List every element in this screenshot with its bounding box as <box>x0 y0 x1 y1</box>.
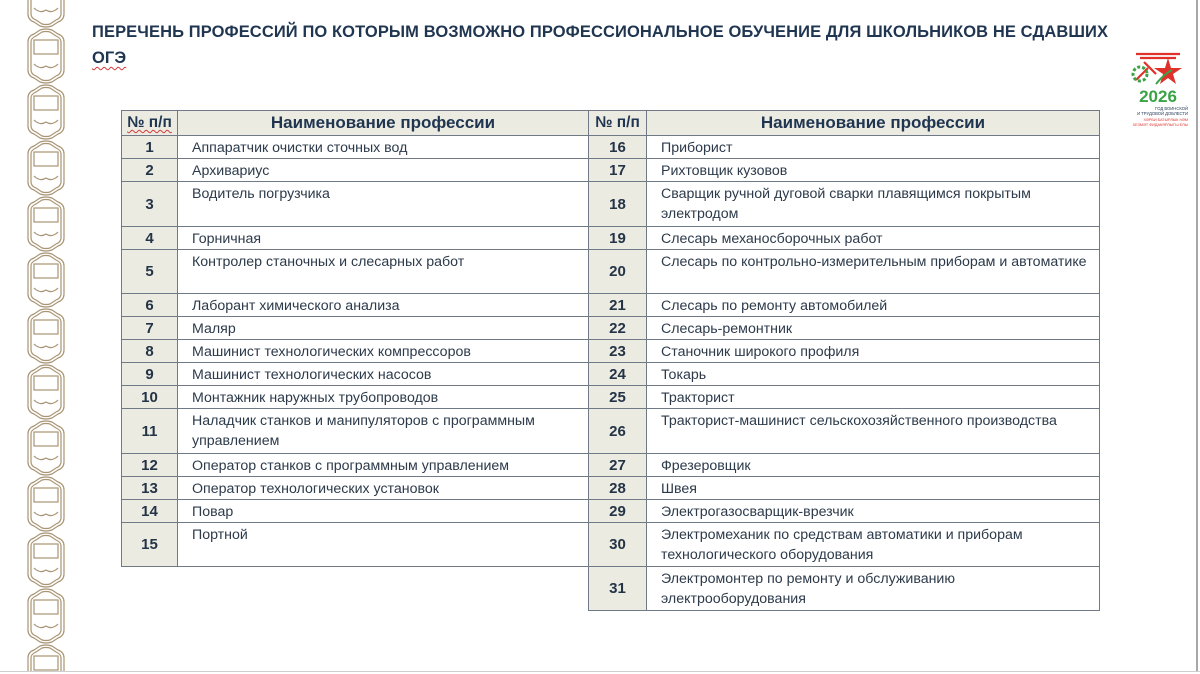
row-number: 5 <box>122 250 178 294</box>
table-row <box>122 294 589 317</box>
profession-name: Слесарь механосборочных работ <box>647 227 1100 250</box>
row-number: 11 <box>122 409 178 454</box>
profession-name: Портной <box>178 523 589 567</box>
table-row <box>122 500 589 523</box>
table-row <box>122 363 589 386</box>
table-row <box>589 363 1100 386</box>
profession-name: Тракторист <box>647 386 1100 409</box>
table-row <box>589 227 1100 250</box>
profession-name: Аппаратчик очистки сточных вод <box>178 136 589 159</box>
profession-name: Слесарь по ремонту автомобилей <box>647 294 1100 317</box>
profession-name: Швея <box>647 477 1100 500</box>
row-number: 10 <box>122 386 178 409</box>
professions-table-right <box>588 110 1100 611</box>
row-number: 20 <box>589 250 647 294</box>
profession-name: Повар <box>178 500 589 523</box>
table-row <box>122 250 589 294</box>
row-number: 13 <box>122 477 178 500</box>
slide-edge-divider <box>1196 0 1198 672</box>
svg-text:И ТРУДОВОЙ ДОБЛЕСТИ: И ТРУДОВОЙ ДОБЛЕСТИ <box>1137 111 1188 116</box>
header-num: № п/п <box>589 111 647 136</box>
table-row <box>122 227 589 250</box>
row-number: 2 <box>122 159 178 182</box>
table-row <box>589 567 1100 611</box>
title-line-1: ПЕРЕЧЕНЬ ПРОФЕССИЙ ПО КОТОРЫМ ВОЗМОЖНО ПРОФЕССИОНАЛЬНОЕ ОБУЧЕНИЕ ДЛЯ ШКОЛЬНИКОВ НЕ СДАВШИХ <box>92 23 1109 41</box>
profession-name: Приборист <box>647 136 1100 159</box>
row-number: 23 <box>589 340 647 363</box>
row-number: 17 <box>589 159 647 182</box>
table-row <box>589 500 1100 523</box>
slide-bottom-divider <box>0 671 1200 672</box>
decorative-ornament-border <box>24 0 68 672</box>
profession-name: Слесарь-ремонтник <box>647 317 1100 340</box>
table-header-row <box>589 111 1100 136</box>
row-number: 24 <box>589 363 647 386</box>
profession-name: Оператор станков с программным управлением <box>178 454 589 477</box>
table-row <box>589 340 1100 363</box>
table-row <box>589 317 1100 340</box>
profession-name: Токарь <box>647 363 1100 386</box>
profession-name: Наладчик станков и манипуляторов с программным управлением <box>178 409 589 454</box>
row-number: 14 <box>122 500 178 523</box>
row-number: 16 <box>589 136 647 159</box>
profession-name: Архивариус <box>178 159 589 182</box>
header-name: Наименование профессии <box>178 111 589 136</box>
row-number: 3 <box>122 182 178 227</box>
profession-name: Оператор технологических установок <box>178 477 589 500</box>
row-number: 18 <box>589 182 647 227</box>
profession-name: Электромонтер по ремонту и обслуживанию электрооборудования <box>647 567 1100 611</box>
svg-text:ХӘРБИ БАТЫРЛЫК ҺӘМ: ХӘРБИ БАТЫРЛЫК ҺӘМ <box>1143 118 1188 122</box>
row-number: 9 <box>122 363 178 386</box>
table-row <box>122 454 589 477</box>
table-row <box>122 182 589 227</box>
row-number: 27 <box>589 454 647 477</box>
professions-table-left <box>121 110 589 567</box>
profession-name: Станочник широкого профиля <box>647 340 1100 363</box>
profession-name: Машинист технологических компрессоров <box>178 340 589 363</box>
table-row <box>122 386 589 409</box>
table-row <box>122 523 589 567</box>
row-number: 7 <box>122 317 178 340</box>
table-row <box>122 477 589 500</box>
row-number: 21 <box>589 294 647 317</box>
table-row <box>589 136 1100 159</box>
table-row <box>589 477 1100 500</box>
year-2026-logo-icon <box>1126 50 1190 132</box>
row-number: 8 <box>122 340 178 363</box>
table-row <box>122 409 589 454</box>
profession-name: Машинист технологических насосов <box>178 363 589 386</box>
profession-name: Тракторист-машинист сельскохозяйственного производства <box>647 409 1100 454</box>
table-row <box>589 294 1100 317</box>
table-row <box>589 250 1100 294</box>
row-number: 19 <box>589 227 647 250</box>
row-number: 6 <box>122 294 178 317</box>
svg-text:ХЕЗМӘТ ФИДАКЯРЛЫГЫ ЕЛЫ: ХЕЗМӘТ ФИДАКЯРЛЫГЫ ЕЛЫ <box>1132 123 1188 127</box>
profession-name: Горничная <box>178 227 589 250</box>
row-number: 30 <box>589 523 647 567</box>
table-row <box>122 159 589 182</box>
row-number: 28 <box>589 477 647 500</box>
table-row <box>589 386 1100 409</box>
profession-name: Водитель погрузчика <box>178 182 589 227</box>
profession-name: Контролер станочных и слесарных работ <box>178 250 589 294</box>
row-number: 26 <box>589 409 647 454</box>
profession-name: Электромеханик по средствам автоматики и приборам технологического оборудования <box>647 523 1100 567</box>
profession-name: Фрезеровщик <box>647 454 1100 477</box>
row-number: 1 <box>122 136 178 159</box>
profession-name: Электрогазосварщик-врезчик <box>647 500 1100 523</box>
profession-name: Лаборант химического анализа <box>178 294 589 317</box>
row-number: 31 <box>589 567 647 611</box>
profession-name: Слесарь по контрольно-измерительным приборам и автоматике <box>647 250 1100 294</box>
table-row <box>589 454 1100 477</box>
row-number: 15 <box>122 523 178 567</box>
logo-year: 2026 <box>1139 87 1177 106</box>
profession-name: Сварщик ручной дуговой сварки плавящимся покрытым электродом <box>647 182 1100 227</box>
page-title <box>92 19 1172 71</box>
table-header-row <box>122 111 589 136</box>
header-num: № п/п <box>122 111 178 136</box>
profession-name: Рихтовщик кузовов <box>647 159 1100 182</box>
row-number: 22 <box>589 317 647 340</box>
table-row <box>122 317 589 340</box>
row-number: 29 <box>589 500 647 523</box>
title-line-2: ОГЭ <box>92 49 127 67</box>
profession-name: Маляр <box>178 317 589 340</box>
row-number: 25 <box>589 386 647 409</box>
table-row <box>589 523 1100 567</box>
header-name: Наименование профессии <box>647 111 1100 136</box>
table-row <box>589 182 1100 227</box>
row-number: 4 <box>122 227 178 250</box>
table-row <box>122 136 589 159</box>
svg-text:ГОД ВОИНСКОЙ: ГОД ВОИНСКОЙ <box>1155 106 1188 111</box>
table-row <box>589 159 1100 182</box>
table-row <box>122 340 589 363</box>
row-number: 12 <box>122 454 178 477</box>
profession-name: Монтажник наружных трубопроводов <box>178 386 589 409</box>
table-row <box>589 409 1100 454</box>
